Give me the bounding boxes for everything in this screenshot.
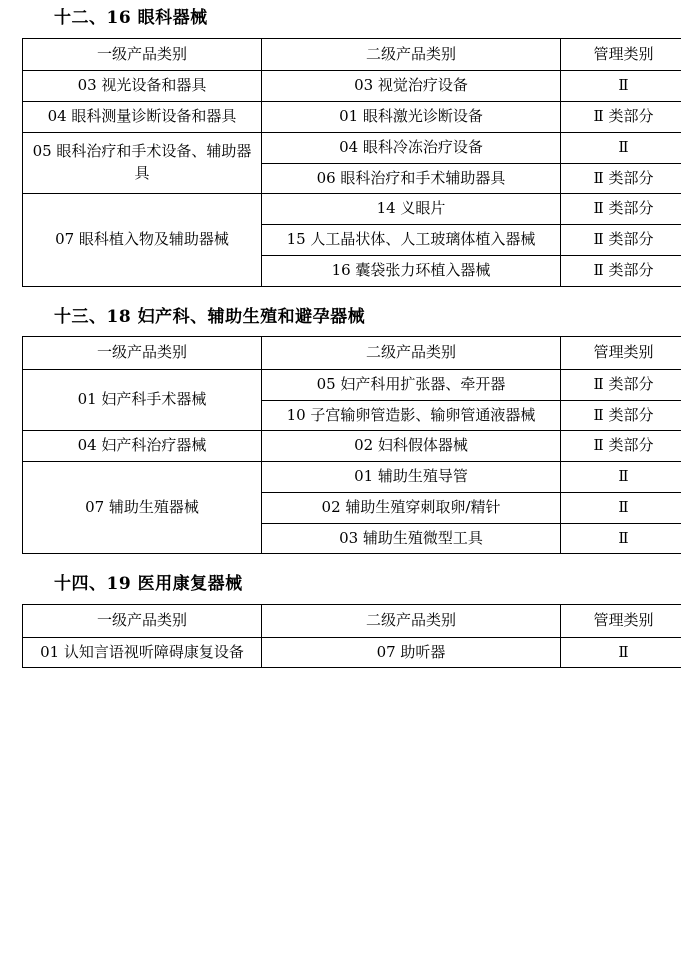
table-header-row [23,38,681,71]
level2-category-cell: 03 视觉治疗设备 [262,71,561,102]
level2-category-cell: 14 义眼片 [262,194,561,225]
category-table [22,38,681,287]
level2-category-cell: 04 眼科冷冻治疗设备 [262,132,561,163]
management-class-cell: Ⅱ [561,71,681,102]
column-header: 二级产品类别 [262,604,561,637]
column-header: 一级产品类别 [23,604,262,637]
column-header: 一级产品类别 [23,337,262,370]
level2-category-cell: 15 人工晶状体、人工玻璃体植入器械 [262,225,561,256]
table-row [23,637,681,668]
column-header: 二级产品类别 [262,337,561,370]
management-class-cell: Ⅱ 类部分 [561,163,681,194]
level1-category-cell: 03 视光设备和器具 [23,71,262,102]
level2-category-cell: 02 辅助生殖穿刺取卵/精针 [262,492,561,523]
management-class-cell: Ⅱ 类部分 [561,102,681,133]
management-class-cell: Ⅱ 类部分 [561,225,681,256]
sections-container [22,6,659,668]
column-header: 管理类别 [561,38,681,71]
table-row [23,431,681,462]
level2-category-cell: 16 囊袋张力环植入器械 [262,255,561,286]
level2-category-cell: 06 眼科治疗和手术辅助器具 [262,163,561,194]
management-class-cell: Ⅱ [561,492,681,523]
category-section [22,6,659,287]
level2-category-cell: 01 辅助生殖导管 [262,462,561,493]
level1-category-cell: 07 辅助生殖器械 [23,462,262,554]
management-class-cell: Ⅱ 类部分 [561,194,681,225]
column-header: 管理类别 [561,604,681,637]
category-section [22,305,659,555]
section-title: 十四、19 医用康复器械 [54,574,243,595]
level2-category-cell: 01 眼科激光诊断设备 [262,102,561,133]
level1-category-cell: 05 眼科治疗和手术设备、辅助器具 [23,132,262,194]
level2-category-cell: 05 妇产科用扩张器、牵开器 [262,369,561,400]
management-class-cell: Ⅱ 类部分 [561,400,681,431]
management-class-cell: Ⅱ [561,637,681,668]
level2-category-cell: 03 辅助生殖微型工具 [262,523,561,554]
management-class-cell: Ⅱ [561,462,681,493]
management-class-cell: Ⅱ 类部分 [561,369,681,400]
column-header: 一级产品类别 [23,38,262,71]
level1-category-cell: 04 眼科测量诊断设备和器具 [23,102,262,133]
management-class-cell: Ⅱ [561,523,681,554]
category-table [22,604,681,669]
level1-category-cell: 04 妇产科治疗器械 [23,431,262,462]
level1-category-cell: 01 妇产科手术器械 [23,369,262,431]
column-header: 管理类别 [561,337,681,370]
table-header-row [23,337,681,370]
level1-category-cell: 07 眼科植入物及辅助器械 [23,194,262,286]
table-row [23,102,681,133]
table-row [23,194,681,225]
category-section [22,572,659,668]
table-header-row [23,604,681,637]
table-row [23,71,681,102]
table-row [23,462,681,493]
management-class-cell: Ⅱ [561,132,681,163]
section-title: 十三、18 妇产科、辅助生殖和避孕器械 [54,306,366,327]
table-row [23,132,681,163]
level2-category-cell: 10 子宫输卵管造影、输卵管通液器械 [262,400,561,431]
level2-category-cell: 07 助听器 [262,637,561,668]
level1-category-cell: 01 认知言语视听障碍康复设备 [23,637,262,668]
table-row [23,369,681,400]
management-class-cell: Ⅱ 类部分 [561,255,681,286]
column-header: 二级产品类别 [262,38,561,71]
category-table [22,336,681,554]
level2-category-cell: 02 妇科假体器械 [262,431,561,462]
management-class-cell: Ⅱ 类部分 [561,431,681,462]
section-title: 十二、16 眼科器械 [54,8,208,28]
